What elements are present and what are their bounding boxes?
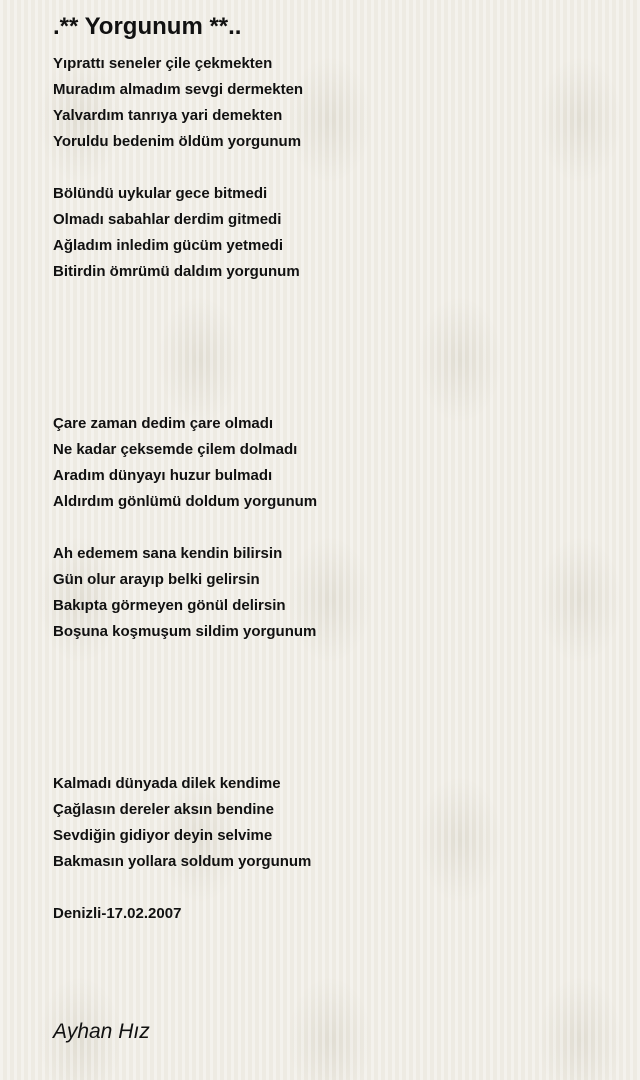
- stanza-5: [53, 771, 311, 875]
- poem-line: Bitirdin ömrümü daldım yorgunum: [53, 263, 300, 280]
- poem-line: Sevdiğin gidiyor deyin selvime: [53, 827, 273, 844]
- poem-line: Çare zaman dedim çare olmadı: [53, 415, 274, 432]
- poem-line: Muradım almadım sevgi dermekten: [53, 81, 304, 98]
- poem-line: Bakıpta görmeyen gönül delirsin: [53, 597, 286, 614]
- poem-line: Çağlasın dereler aksın bendine: [53, 801, 274, 818]
- poem-line: Aradım dünyayı huzur bulmadı: [53, 467, 273, 484]
- stanza-3: [53, 411, 317, 515]
- place-date-line: Denizli-17.02.2007: [53, 905, 182, 922]
- poem-line: Kalmadı dünyada dilek kendime: [53, 775, 281, 792]
- poem-title: .** Yorgunum **..: [53, 13, 242, 40]
- poem-line: Yalvardım tanrıya yari demekten: [53, 107, 283, 124]
- place-date: [53, 901, 181, 927]
- stanza-2: [53, 181, 300, 285]
- poem-line: Yıprattı seneler çile çekmekten: [53, 55, 273, 72]
- poem-line: Bölündü uykular gece bitmedi: [53, 185, 268, 202]
- author-name: Ayhan Hız: [53, 1020, 150, 1043]
- poem-line: Ah edemem sana kendin bilirsin: [53, 545, 283, 562]
- poem-line: Ağladım inledim gücüm yetmedi: [53, 237, 284, 254]
- stanza-1: [53, 51, 303, 155]
- poem-line: Ne kadar çeksemde çilem dolmadı: [53, 441, 298, 458]
- poem-line: Aldırdım gönlümü doldum yorgunum: [53, 493, 318, 510]
- poem-line: Olmadı sabahlar derdim gitmedi: [53, 211, 282, 228]
- poem-line: Yoruldu bedenim öldüm yorgunum: [53, 133, 302, 150]
- poem-line: Gün olur arayıp belki gelirsin: [53, 571, 260, 588]
- stanza-4: [53, 541, 316, 645]
- poem-line: Bakmasın yollara soldum yorgunum: [53, 853, 312, 870]
- poem-line: Boşuna koşmuşum sildim yorgunum: [53, 623, 317, 640]
